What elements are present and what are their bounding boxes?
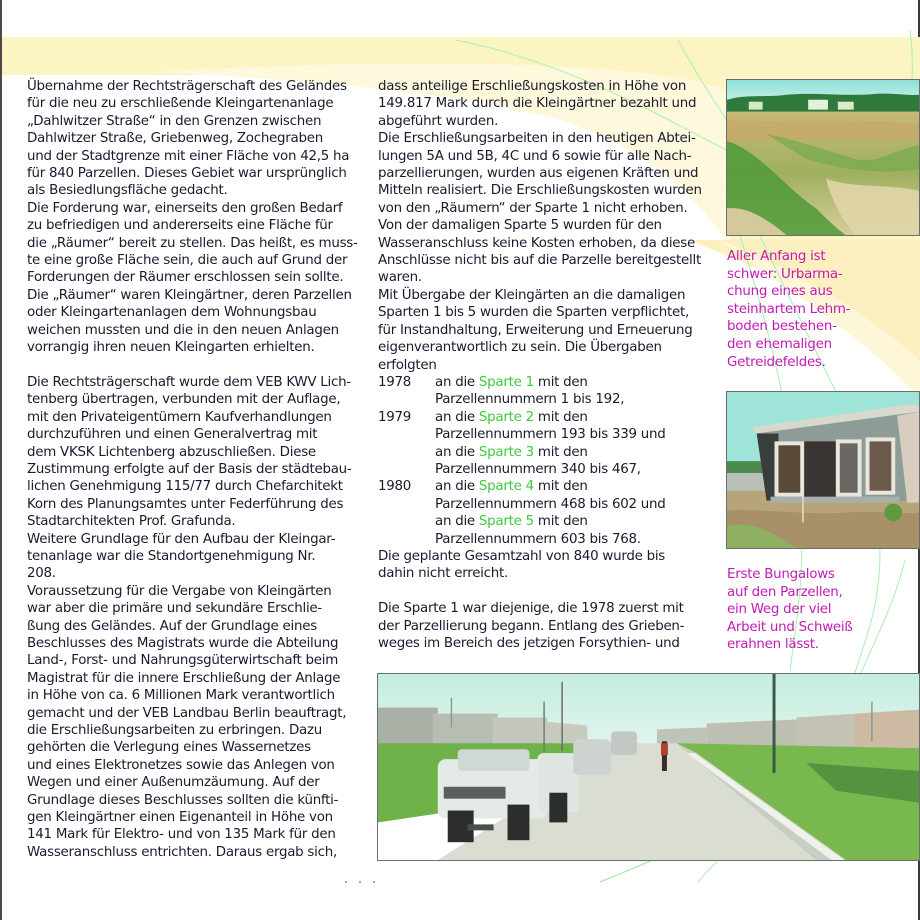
handover-text bbox=[435, 513, 588, 530]
text-line: Mit Übergabe der Kleingärten an die damaligen bbox=[378, 287, 686, 303]
text-line: gen Kleingärtner einen Eigenanteil in Höhe von bbox=[27, 810, 333, 826]
photo-bungalow bbox=[726, 391, 920, 549]
text-line: Anschlüsse nicht bis auf die Parzelle bereitgestellt bbox=[378, 253, 701, 269]
text-line: durchzuführen und einen Generalvertrag mit bbox=[27, 427, 318, 443]
text-line: in Höhe von ca. 6 Millionen Mark verantwortlich bbox=[27, 688, 335, 704]
text-line: die Erschließungsarbeiten zu erbringen. Dazu bbox=[27, 723, 322, 739]
green-curve-6 bbox=[860, 560, 905, 675]
text-line: von den „Räumern“ der Sparte 1 nicht erhoben. bbox=[378, 200, 688, 216]
middle-outro-text bbox=[378, 548, 718, 652]
text-line: dass anteilige Erschließungskosten in Höhe von bbox=[378, 79, 687, 94]
speck bbox=[345, 881, 347, 883]
text-line: war aber die primäre und sekundäre Erschlie- bbox=[27, 601, 322, 617]
text-line: Die „Räumer“ waren Kleingärtner, deren Parzellen bbox=[27, 287, 352, 303]
handover-text bbox=[435, 409, 588, 426]
text-line: gehörten die Verlegung eines Wassernetzes bbox=[27, 740, 311, 756]
green-curve-8 bbox=[698, 861, 718, 882]
caption-line: Getreidefeldes. bbox=[727, 354, 826, 370]
indent-spacer bbox=[378, 391, 435, 408]
text-line: Zustimmung erfolgte auf der Basis der städtebau- bbox=[27, 461, 352, 477]
handover-parcels-row bbox=[378, 391, 718, 408]
sparte-label: Sparte 4 bbox=[478, 479, 534, 495]
caption-line: Arbeit und Schweiß bbox=[727, 619, 853, 635]
caption-bungalow bbox=[727, 566, 853, 654]
text-line: 149.817 Mark durch die Kleingärtner bezahlt und bbox=[378, 96, 697, 112]
caption-line: schwer: Urbarma- bbox=[727, 266, 843, 282]
handover-parcels-row bbox=[378, 461, 718, 478]
caption-line: steinhartem Lehm- bbox=[727, 301, 851, 317]
text-line: weichen mussten und die in den neuen Anlagen bbox=[27, 322, 339, 338]
paragraph-gap bbox=[27, 357, 367, 374]
caption-line: boden bestehen- bbox=[727, 319, 837, 335]
text-line: Magistrat für die innere Erschließung der Anlage bbox=[27, 670, 341, 686]
text-line: Wasseranschluss entrichten. Daraus ergab sich, bbox=[27, 844, 337, 860]
text-line: Sparten 1 bis 5 wurden die Sparten verpflichtet, bbox=[378, 305, 689, 321]
text-line: Stadtarchitekten Prof. Grafunda. bbox=[27, 514, 236, 530]
sparte-label: Sparte 1 bbox=[478, 374, 534, 390]
handover-suffix: mit den bbox=[533, 479, 588, 495]
text-line: Grundlage dieses Beschlusses sollten die künfti- bbox=[27, 792, 339, 808]
caption-line: chung eines aus bbox=[727, 284, 833, 300]
handover-prefix: an die bbox=[435, 409, 479, 425]
handover-prefix: an die bbox=[435, 374, 479, 390]
text-line: dem VKSK Lichtenberg abzuschließen. Diese bbox=[27, 444, 316, 460]
handover-suffix: mit den bbox=[533, 374, 588, 390]
handover-row bbox=[378, 409, 718, 426]
handover-suffix: mit den bbox=[533, 444, 588, 460]
text-line: und eines Elektronetzes sowie das Anlegen von bbox=[27, 757, 335, 773]
handover-parcels-row bbox=[378, 531, 718, 548]
photo-road bbox=[377, 673, 920, 861]
text-line: ßung des Geländes. Auf der Grundlage eines bbox=[27, 618, 317, 634]
text-line: für 840 Parzellen. Dieses Gebiet war ursprünglich bbox=[27, 166, 347, 182]
text-line: Dahlwitzer Straße, Griebenweg, Zochegraben bbox=[27, 131, 323, 147]
parcel-range: Parzellennummern 340 bis 467, bbox=[435, 461, 641, 477]
middle-intro-text bbox=[378, 78, 718, 374]
text-line: erfolgten bbox=[378, 357, 437, 373]
handover-row bbox=[378, 444, 718, 461]
text-line: Wasseranschluss keine Kosten erhoben, da diese bbox=[378, 235, 696, 251]
text-line: Voraussetzung für die Vergabe von Kleingärten bbox=[27, 583, 332, 599]
text-line: und der Stadtgrenze mit einer Fläche von 42,5 ha bbox=[27, 148, 350, 164]
text-line: 141 Mark für Elektro- und von 135 Mark für den bbox=[27, 827, 336, 843]
text-line: Wegen und einer Außenumzäumung. Auf der bbox=[27, 775, 320, 791]
handover-year: 1979 bbox=[378, 409, 412, 425]
handover-list bbox=[378, 374, 718, 548]
text-line: zu befriedigen und andererseits eine Fläche für bbox=[27, 218, 333, 234]
text-line: Korn des Planungsamtes unter Federführung des bbox=[27, 496, 344, 512]
text-line: Von der damaligen Sparte 5 wurden für den bbox=[378, 218, 662, 234]
handover-row bbox=[378, 513, 718, 530]
sparte-label: Sparte 3 bbox=[478, 444, 534, 460]
caption-line: auf den Parzellen, bbox=[727, 584, 843, 600]
caption-line: Erste Bungalows bbox=[727, 567, 835, 582]
text-line: weges im Bereich des jetzigen Forsythien- und bbox=[378, 635, 680, 651]
text-line: Land-, Forst- und Nahrungsgüterwirtschaft beim bbox=[27, 653, 339, 669]
handover-text bbox=[435, 478, 588, 495]
text-line: für Instandhaltung, Erweiterung und Erneuerung bbox=[378, 322, 693, 338]
text-line: lungen 5A und 5B, 4C und 6 sowie für alle Nach- bbox=[378, 148, 692, 164]
handover-text bbox=[435, 374, 588, 391]
caption-line: ein Weg der viel bbox=[727, 602, 832, 618]
photo-field bbox=[726, 79, 920, 236]
text-line: Die geplante Gesamtzahl von 840 wurde bis bbox=[378, 548, 666, 564]
handover-year bbox=[378, 513, 435, 530]
caption-line: den ehemaligen bbox=[727, 336, 832, 352]
parcel-range: Parzellennummern 193 bis 339 und bbox=[435, 427, 666, 443]
print-specks bbox=[345, 881, 375, 883]
text-line: tenberg übertragen, verbunden mit der Auflage, bbox=[27, 392, 341, 408]
text-line: Mitteln realisiert. Die Erschließungskosten wurden bbox=[378, 183, 702, 199]
text-line: dahin nicht erreicht. bbox=[378, 566, 509, 582]
caption-line: Aller Anfang ist bbox=[727, 249, 826, 264]
speck bbox=[359, 881, 361, 883]
parcel-range: Parzellennummern 603 bis 768. bbox=[435, 531, 641, 547]
caption-line: erahnen lässt. bbox=[727, 637, 819, 653]
caption-field bbox=[727, 248, 850, 371]
indent-spacer bbox=[378, 461, 435, 478]
parcel-range: Parzellennummern 468 bis 602 und bbox=[435, 496, 666, 512]
handover-year: 1980 bbox=[378, 479, 412, 495]
text-line: lichen Genehmigung 115/77 durch Chefarchitekt bbox=[27, 479, 343, 495]
text-line: te eine große Fläche sein, die auch auf Grund der bbox=[27, 253, 348, 269]
handover-parcels-row bbox=[378, 426, 718, 443]
text-line: Die Rechtsträgerschaft wurde dem VEB KWV Lich- bbox=[27, 374, 351, 390]
text-line: 208. bbox=[27, 566, 56, 582]
sparte-label: Sparte 2 bbox=[478, 409, 534, 425]
handover-row bbox=[378, 374, 718, 391]
text-line: tenanlage war die Standortgenehmigung Nr. bbox=[27, 548, 316, 564]
text-line: Die Erschließungsarbeiten in den heutigen Abtei- bbox=[378, 131, 696, 147]
text-line: die „Räumer“ bereit zu stellen. Das heißt, es muss- bbox=[27, 235, 358, 251]
text-line: oder Kleingartenanlagen dem Wohnungsbau bbox=[27, 305, 317, 321]
handover-suffix: mit den bbox=[533, 409, 588, 425]
text-line: mit den Privateigentümern Kaufverhandlungen bbox=[27, 409, 332, 425]
indent-spacer bbox=[378, 496, 435, 513]
handover-suffix: mit den bbox=[533, 514, 588, 530]
handover-prefix: an die bbox=[435, 444, 479, 460]
green-curve-7 bbox=[600, 861, 650, 882]
text-line: als Besiedlungsfläche gedacht. bbox=[27, 183, 228, 199]
text-line: Übernahme der Rechtsträgerschaft des Geländes bbox=[27, 79, 347, 94]
text-line: vorrangig ihren neuen Kleingarten erhielten. bbox=[27, 340, 315, 356]
text-line: abgeführt wurden. bbox=[378, 113, 499, 129]
indent-spacer bbox=[378, 531, 435, 548]
handover-row bbox=[378, 478, 718, 495]
handover-prefix: an die bbox=[435, 479, 479, 495]
text-column-middle bbox=[378, 78, 718, 652]
text-line: Die Forderung war, einerseits den großen Bedarf bbox=[27, 200, 343, 216]
sparte-label: Sparte 5 bbox=[478, 514, 534, 530]
text-line: Die Sparte 1 war diejenige, die 1978 zuerst mit bbox=[378, 601, 684, 617]
handover-text bbox=[435, 444, 588, 461]
text-line: Beschlusses des Magistrats wurde die Abteilung bbox=[27, 635, 339, 651]
speck bbox=[373, 881, 375, 883]
text-line: eigenverantwortlich zu sein. Die Übergaben bbox=[378, 340, 662, 356]
text-line: der Parzellierung begann. Entlang des Grieben- bbox=[378, 618, 685, 634]
text-line: „Dahlwitzer Straße“ in den Grenzen zwischen bbox=[27, 113, 322, 129]
text-line: parzellierungen, wurden aus eigenen Kräften und bbox=[378, 166, 699, 182]
paragraph-gap bbox=[378, 583, 718, 600]
handover-year: 1978 bbox=[378, 374, 412, 390]
text-line: gemacht und der VEB Landbau Berlin beauftragt, bbox=[27, 705, 347, 721]
text-line: für die neu zu erschließende Kleingartenanlage bbox=[27, 96, 334, 112]
handover-parcels-row bbox=[378, 496, 718, 513]
text-line: Forderungen der Räumer erschlossen sein sollte. bbox=[27, 270, 344, 286]
text-column-left bbox=[27, 78, 367, 861]
text-line: waren. bbox=[378, 270, 422, 286]
handover-prefix: an die bbox=[435, 514, 479, 530]
text-line: Weitere Grundlage für den Aufbau der Kleingar- bbox=[27, 531, 336, 547]
handover-year bbox=[378, 444, 435, 461]
parcel-range: Parzellennummern 1 bis 192, bbox=[435, 392, 625, 408]
indent-spacer bbox=[378, 426, 435, 443]
